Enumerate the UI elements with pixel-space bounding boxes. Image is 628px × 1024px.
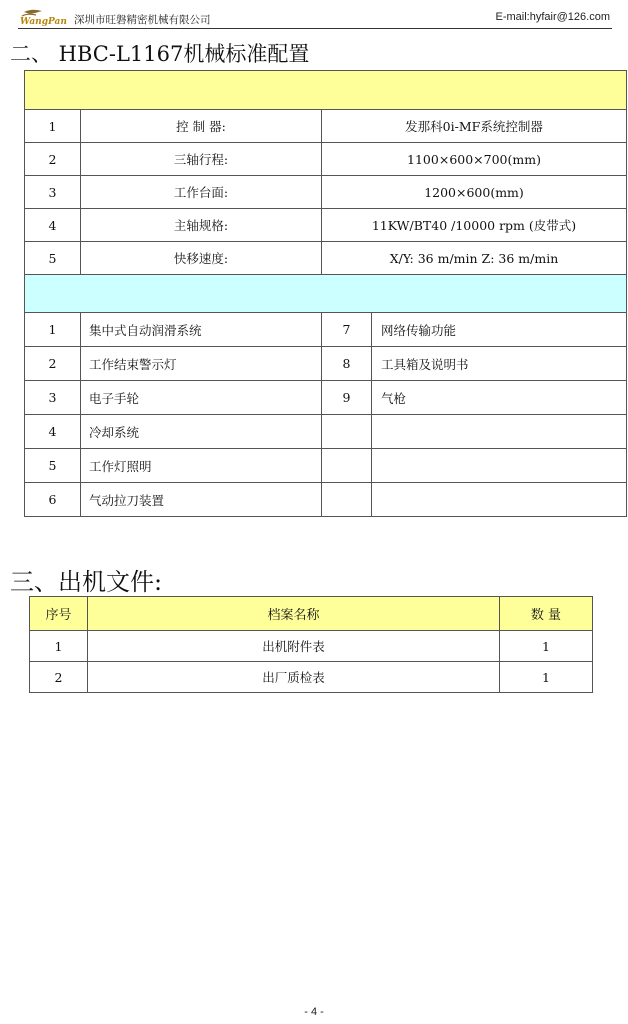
spec-no: 1 (25, 110, 81, 143)
svg-text:WangPan: WangPan (20, 17, 67, 26)
feature-text: 气枪 (372, 381, 627, 415)
feature-row (25, 381, 627, 415)
table-row (30, 662, 593, 693)
spec-label: 工作台面: (81, 176, 322, 209)
feature-no: 8 (322, 347, 372, 381)
spec-value: 1200×600(mm) (322, 176, 627, 209)
wangpan-logo (18, 8, 70, 26)
section-3-title: 三、出机文件: (10, 568, 163, 596)
spec-row (25, 176, 627, 209)
feature-row (25, 313, 627, 347)
feature-text (372, 449, 627, 483)
spec-row (25, 143, 627, 176)
shipping-documents-table (29, 596, 593, 693)
column-header-name: 档案名称 (88, 597, 500, 631)
spec-no: 3 (25, 176, 81, 209)
feature-no (322, 483, 372, 517)
feature-text: 气动拉刀装置 (81, 483, 322, 517)
feature-text (372, 415, 627, 449)
feature-text: 冷却系统 (81, 415, 322, 449)
spec-no: 5 (25, 242, 81, 275)
spec-no: 4 (25, 209, 81, 242)
page-number: - 4 - (304, 1006, 324, 1018)
config-band-cyan (25, 275, 627, 313)
feature-text: 网络传输功能 (372, 313, 627, 347)
feature-no: 2 (25, 347, 81, 381)
doc-no: 1 (30, 631, 88, 662)
column-header-qty: 数 量 (500, 597, 593, 631)
feature-no (322, 415, 372, 449)
table-header-row (30, 597, 593, 631)
feature-text (372, 483, 627, 517)
spec-value: 发那科0i-MF系统控制器 (322, 110, 627, 143)
feature-no: 7 (322, 313, 372, 347)
feature-row (25, 449, 627, 483)
doc-no: 2 (30, 662, 88, 693)
spec-row (25, 209, 627, 242)
spec-row (25, 110, 627, 143)
feature-no: 3 (25, 381, 81, 415)
standard-config-table (24, 70, 627, 517)
table-row (30, 631, 593, 662)
feature-text: 电子手轮 (81, 381, 322, 415)
feature-no (322, 449, 372, 483)
section-2-title: 二、 HBC-L1167机械标准配置 (10, 42, 310, 66)
column-header-no: 序号 (30, 597, 88, 631)
feature-row (25, 483, 627, 517)
company-name: 深圳市旺磐精密机械有限公司 (74, 14, 211, 26)
doc-name: 出机附件表 (88, 631, 500, 662)
feature-no: 1 (25, 313, 81, 347)
contact-email: E-mail:hyfair@126.com (495, 11, 610, 23)
config-band-yellow (25, 71, 627, 110)
feature-no: 9 (322, 381, 372, 415)
feature-text: 工作结束警示灯 (81, 347, 322, 381)
feature-text: 集中式自动润滑系统 (81, 313, 322, 347)
spec-value: X/Y: 36 m/min Z: 36 m/min (322, 242, 627, 275)
feature-no: 4 (25, 415, 81, 449)
page-header (18, 8, 612, 29)
doc-qty: 1 (500, 662, 593, 693)
doc-qty: 1 (500, 631, 593, 662)
spec-value: 11KW/BT40 /10000 rpm (皮带式) (322, 209, 627, 242)
feature-row (25, 415, 627, 449)
spec-no: 2 (25, 143, 81, 176)
feature-row (25, 347, 627, 381)
spec-label: 主轴规格: (81, 209, 322, 242)
feature-no: 6 (25, 483, 81, 517)
spec-row (25, 242, 627, 275)
feature-text: 工作灯照明 (81, 449, 322, 483)
doc-name: 出厂质检表 (88, 662, 500, 693)
feature-text: 工具箱及说明书 (372, 347, 627, 381)
spec-value: 1100×600×700(mm) (322, 143, 627, 176)
spec-label: 三轴行程: (81, 143, 322, 176)
spec-label: 控 制 器: (81, 110, 322, 143)
spec-label: 快移速度: (81, 242, 322, 275)
feature-no: 5 (25, 449, 81, 483)
